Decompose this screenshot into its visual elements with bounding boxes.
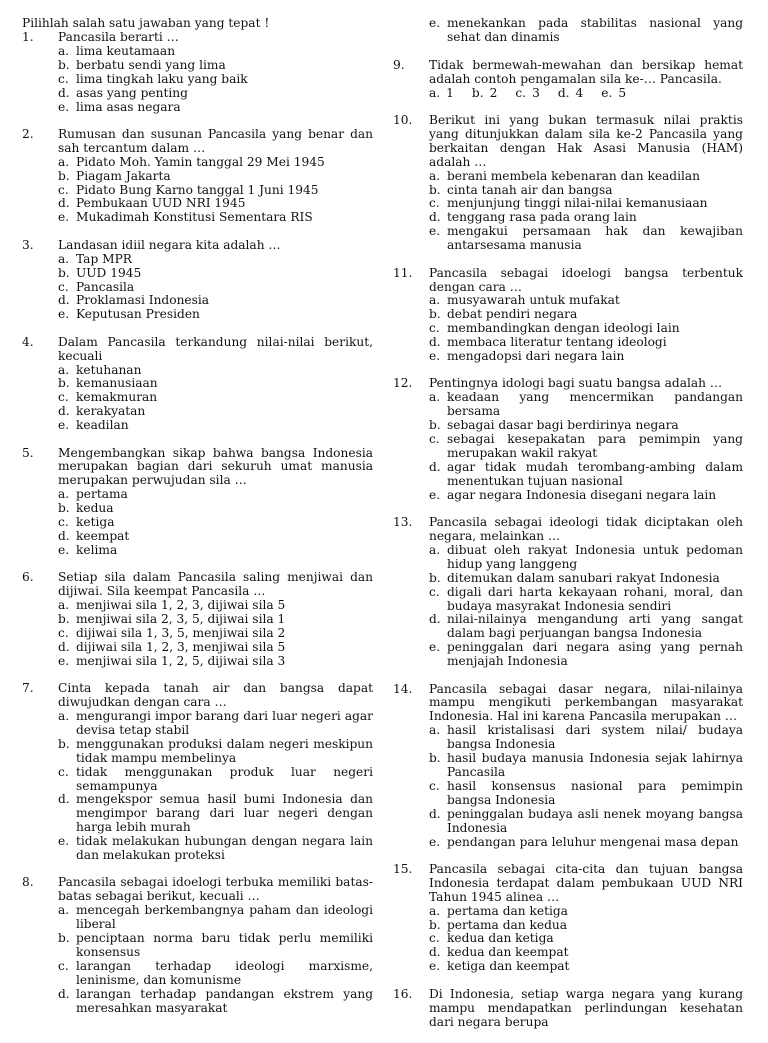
option-letter: e.: [429, 487, 441, 502]
option: [429, 211, 743, 225]
option-letter: b.: [429, 307, 441, 322]
option-text: lima keutamaan: [76, 43, 176, 58]
option: [429, 905, 743, 919]
option: [429, 836, 743, 850]
option: [58, 710, 373, 738]
question-text: Dalam Pancasila terkandung nilai-nilai berikut, kecuali: [58, 334, 373, 363]
option-letter: a.: [58, 154, 70, 169]
option-text: 2: [489, 85, 498, 100]
question-5: [22, 447, 373, 558]
option-letter: d.: [58, 293, 70, 308]
option-letter: d.: [429, 612, 441, 627]
option-letter: c.: [58, 625, 69, 640]
option-letter: c.: [515, 85, 527, 100]
option-text: pendangan para leluhur mengenai masa depan: [447, 834, 739, 849]
question-number: 9.: [393, 57, 405, 72]
option-text: menjunjung tinggi nilai-nilai kemanusiaan: [447, 196, 708, 211]
option: [58, 544, 373, 558]
question-number: 14.: [393, 681, 413, 696]
question-text: Cinta kepada tanah air dan bangsa dapat diwujudkan dengan cara …: [58, 681, 373, 710]
option: [58, 267, 373, 281]
option-letter: e.: [58, 210, 70, 225]
option: [58, 488, 373, 502]
option-text: ketiga dan keempat: [447, 959, 570, 974]
option-letter: a.: [429, 390, 441, 405]
option-text: kedua dan ketiga: [447, 931, 554, 946]
option-text: Mukadimah Konstitusi Sementara RIS: [76, 210, 313, 225]
option-text: dijiwai sila 1, 3, 5, menjiwai sila 2: [76, 625, 286, 640]
option-letter: b.: [429, 917, 441, 932]
option: [429, 294, 743, 308]
option-letter: c.: [429, 778, 440, 793]
question-number: 4.: [22, 334, 34, 349]
option-text: lima asas negara: [76, 99, 181, 114]
option: [429, 960, 743, 974]
option: [429, 752, 743, 780]
option: [58, 738, 373, 766]
option-text: ketiga: [76, 515, 115, 530]
option-letter: d.: [429, 335, 441, 350]
option-text: kelima: [76, 542, 118, 557]
continued-option: [429, 17, 743, 45]
option: [58, 988, 373, 1016]
option: [58, 87, 373, 101]
option: [58, 197, 373, 211]
option-text: berani membela kebenaran dan keadilan: [447, 168, 701, 183]
question-number: 12.: [393, 376, 413, 391]
option-letter: a.: [58, 903, 70, 918]
option-letter: d.: [58, 85, 70, 100]
option-text: larangan terhadap ideologi marxisme, leninisme, dan komunisme: [76, 958, 373, 987]
option: [429, 170, 743, 184]
option-text: sebagai dasar bagi berdirinya negara: [447, 418, 679, 433]
option-text: 3: [532, 85, 540, 100]
option-letter: d.: [58, 196, 70, 211]
option-text: cinta tanah air dan bangsa: [447, 182, 613, 197]
option-text: hasil konsensus nasional para pemimpin bangsa Indonesia: [447, 778, 743, 807]
option-text: tenggang rasa pada orang lain: [447, 210, 637, 225]
option-text: kerakyatan: [76, 404, 146, 419]
question-6: [22, 571, 373, 668]
question-text: Landasan idiil negara kita adalah …: [58, 237, 281, 252]
option-text: dibuat oleh rakyat Indonesia untuk pedoman hidup yang langgeng: [447, 542, 743, 571]
option: [58, 170, 373, 184]
option: [429, 197, 743, 211]
option-text: UUD 1945: [76, 265, 142, 280]
option-letter: a.: [58, 251, 70, 266]
left-column: [22, 17, 373, 1029]
option-text: peninggalan dari negara asing yang pernah menjajah Indonesia: [447, 640, 743, 669]
option-letter: d.: [557, 85, 570, 100]
option-letter: b.: [58, 612, 70, 627]
option-text: Pidato Bung Karno tanggal 1 Juni 1945: [76, 182, 319, 197]
option-text: keadilan: [76, 418, 129, 433]
option-letter: e.: [58, 307, 70, 322]
option-letter: e.: [601, 85, 613, 100]
option: [58, 391, 373, 405]
option-letter: c.: [429, 196, 440, 211]
question-number: 7.: [22, 681, 34, 696]
option-text: hasil budaya manusia Indonesia sejak lahirnya Pancasila: [447, 751, 743, 779]
option-letter: c.: [429, 321, 440, 336]
option-text: kemanusiaan: [76, 376, 158, 391]
option: [58, 516, 373, 530]
option: [429, 184, 743, 198]
option: [58, 766, 373, 794]
option-letter: c.: [58, 764, 69, 779]
option-letter: b.: [58, 265, 70, 280]
option: [58, 101, 373, 115]
option-text: tidak melakukan hubungan dengan negara lain dan melakukan proteksi: [76, 834, 373, 863]
option-letter: d.: [58, 639, 70, 654]
option: [429, 461, 743, 489]
option-letter: c.: [58, 71, 69, 86]
option: [58, 793, 373, 835]
option-letter: b.: [429, 418, 441, 433]
question-number: 6.: [22, 570, 34, 585]
option: [429, 641, 743, 669]
option-letter: c.: [58, 182, 69, 197]
option-letter: e.: [58, 653, 70, 668]
question-number: 2.: [22, 126, 34, 141]
option-text: pertama: [76, 487, 128, 502]
option: [58, 530, 373, 544]
option: [58, 932, 373, 960]
option: [429, 572, 743, 586]
option-text: nilai-nilainya mengandung arti yang sangat dalam bagi perjuangan bangsa Indonesia: [447, 612, 743, 641]
question-text: Pancasila sebagai idoelogi bangsa terbentuk dengan cara …: [429, 265, 743, 294]
option: [429, 724, 743, 752]
option-letter: d.: [429, 210, 441, 225]
option: [58, 502, 373, 516]
option: [429, 613, 743, 641]
option-text: mengadopsi dari negara lain: [447, 349, 625, 364]
option-text: tidak menggunakan produk luar negeri semampunya: [76, 764, 373, 793]
option-letter: d.: [429, 806, 441, 821]
option-letter: b.: [471, 85, 484, 100]
question-text: Pancasila berarti …: [58, 30, 179, 44]
option: [58, 960, 373, 988]
option: [58, 641, 373, 655]
question-text: Pancasila sebagai idoelogi terbuka memiliki batas-batas sebagai berikut, kecuali …: [58, 875, 373, 904]
option-text: dijiwai sila 1, 2, 3, menjiwai sila 5: [76, 639, 286, 654]
option-letter: b.: [429, 751, 441, 766]
option: [429, 808, 743, 836]
question-number: 3.: [22, 237, 34, 252]
question-16: [393, 988, 743, 1030]
question-13: [393, 516, 743, 669]
option-letter: b.: [58, 168, 70, 183]
question-text: Setiap sila dalam Pancasila saling menjiwai dan dijiwai. Sila keempat Pancasila …: [58, 570, 373, 599]
option-letter: b.: [58, 501, 70, 516]
option-letter: a.: [429, 168, 441, 183]
option-letter: e.: [58, 418, 70, 433]
option: [58, 419, 373, 433]
option: [429, 391, 743, 419]
option: [58, 59, 373, 73]
option-letter: d.: [58, 792, 70, 807]
option-letter: a.: [58, 362, 70, 377]
option: [58, 211, 373, 225]
option: [58, 613, 373, 627]
option: [429, 544, 743, 572]
option: [58, 73, 373, 87]
option-text: pertama dan ketiga: [447, 903, 568, 918]
option-text: kedua: [76, 501, 114, 516]
question-number: 13.: [393, 515, 413, 530]
option: [58, 45, 373, 59]
option-letter: d.: [429, 945, 441, 960]
option: [429, 225, 743, 253]
option-letter: b.: [429, 182, 441, 197]
option-letter: e.: [58, 542, 70, 557]
question-number: 11.: [393, 265, 413, 280]
option-text: Proklamasi Indonesia: [76, 293, 210, 308]
question-4: [22, 336, 373, 433]
question-9: [393, 59, 743, 101]
option-text: hasil kristalisasi dari system nilai/ budaya bangsa Indonesia: [447, 723, 743, 752]
option-text: mengakui persamaan hak dan kewajiban antarsesama manusia: [447, 224, 743, 253]
question-2: [22, 128, 373, 225]
option: [58, 253, 373, 267]
option-text: kedua dan keempat: [447, 945, 569, 960]
option-text: menekankan pada stabilitas nasional yang sehat dan dinamis: [447, 16, 743, 44]
option-letter: a.: [58, 487, 70, 502]
question-15: [393, 863, 743, 974]
question-text: Tidak bermewah-mewahan dan bersikap hemat adalah contoh pengamalan sila ke-… Pancasila.: [429, 57, 743, 86]
question-3: [22, 239, 373, 322]
option: [58, 294, 373, 308]
option-text: Pidato Moh. Yamin tanggal 29 Mei 1945: [76, 154, 325, 169]
option-letter: c.: [58, 515, 69, 530]
option: [58, 655, 373, 669]
option-letter: e.: [58, 834, 70, 849]
option-text: keempat: [76, 529, 130, 543]
option: [429, 308, 743, 322]
option: [429, 932, 743, 946]
option-text: menjiwai sila 1, 2, 3, dijiwai sila 5: [76, 598, 286, 613]
option-text: 1: [446, 85, 454, 100]
option-text: larangan terhadap pandangan ekstrem yang meresahkan masyarakat: [76, 986, 373, 1015]
option-text: Pancasila: [76, 279, 135, 294]
option-letter: a.: [429, 542, 441, 557]
option-text: Tap MPR: [76, 251, 132, 266]
option-text: asas yang penting: [76, 85, 188, 100]
option: [58, 308, 373, 322]
option: [58, 405, 373, 419]
option: [58, 156, 373, 170]
option-text: membaca literatur tentang ideologi: [447, 335, 667, 350]
question-7: [22, 682, 373, 863]
option-letter: c.: [58, 279, 69, 294]
option-text: 5: [618, 85, 627, 100]
option: [429, 780, 743, 808]
option-letter: a.: [58, 598, 70, 613]
option-text: kemakmuran: [76, 390, 158, 405]
option-letter: c.: [429, 432, 440, 447]
question-text: Pancasila sebagai dasar negara, nilai-nilainya mampu mengikuti perkembangan masyarakat Indonesia. Hal ini karena Pancasila merupakan …: [429, 681, 743, 724]
question-14: [393, 683, 743, 850]
question-11: [393, 267, 743, 364]
option: [429, 919, 743, 933]
option-text: menggunakan produksi dalam negeri meskipun tidak mampu membelinya: [76, 736, 373, 765]
option-text: menjiwai sila 2, 3, 5, dijiwai sila 1: [76, 612, 286, 627]
option-letter: b.: [429, 570, 441, 585]
inline-options: [429, 87, 743, 101]
question-number: 5.: [22, 445, 34, 460]
option: [429, 419, 743, 433]
option-text: ketuhanan: [76, 362, 142, 377]
option: [58, 377, 373, 391]
option-text: ditemukan dalam sanubari rakyat Indonesia: [447, 570, 720, 585]
question-12: [393, 377, 743, 502]
option-text: Piagam Jakarta: [76, 168, 171, 183]
option-text: keadaan yang mencermikan pandangan bersama: [447, 390, 743, 419]
option-text: sebagai kesepakatan para pemimpin yang merupakan wakil rakyat: [447, 432, 743, 460]
question-text: Mengembangkan sikap bahwa bangsa Indonesia merupakan bagian dari sekuruh umat manusia merupakan perwujudan sila …: [58, 445, 373, 488]
option-text: Pembukaan UUD NRI 1945: [76, 196, 246, 211]
option-letter: b.: [58, 376, 70, 391]
option: [58, 364, 373, 378]
question-number: 1.: [22, 30, 34, 44]
option-letter: c.: [58, 958, 69, 973]
option-letter: d.: [58, 986, 70, 1001]
option-letter: e.: [429, 959, 441, 974]
instruction-text: Pilihlah salah satu jawaban yang tepat !: [22, 16, 270, 30]
option-letter: b.: [58, 736, 70, 751]
option-text: mengekspor semua hasil bumi Indonesia dan mengimpor barang dari luar negeri dengan harga lebih murah: [76, 792, 373, 835]
option-letter: d.: [58, 404, 70, 419]
question-number: 16.: [393, 986, 413, 1001]
option-letter: c.: [429, 584, 440, 599]
right-column: [393, 17, 743, 1043]
option-letter: a.: [429, 293, 441, 308]
question-8: [22, 876, 373, 1015]
option-text: digali dari harta kekayaan rohani, moral, dan budaya masyrakat Indonesia sendiri: [447, 584, 743, 613]
option-letter: c.: [58, 390, 69, 405]
question-text: Pancasila sebagai ideologi tidak diciptakan oleh negara, melainkan …: [429, 515, 743, 543]
option-letter: d.: [58, 529, 70, 543]
option-text: Keputusan Presiden: [76, 307, 200, 322]
question-text: Pancasila sebagai cita-cita dan tujuan bangsa Indonesia terdapat dalam pembukaan UUD NRI Tahun 1945 alinea …: [429, 861, 743, 904]
option-letter: a.: [429, 903, 441, 918]
question-number: 15.: [393, 861, 413, 876]
option: [58, 184, 373, 198]
option-letter: a.: [58, 708, 70, 723]
question-number: 10.: [393, 113, 413, 128]
question-number: 8.: [22, 875, 34, 890]
option-letter: e.: [429, 834, 441, 849]
option-text: membandingkan dengan ideologi lain: [447, 321, 680, 336]
option: [429, 946, 743, 960]
question-text: Pentingnya idologi bagi suatu bangsa adalah …: [429, 376, 723, 391]
option-text: musyawarah untuk mufakat: [447, 293, 620, 308]
option-letter: e.: [429, 640, 441, 655]
option-letter: e.: [429, 224, 441, 239]
option-letter: b.: [58, 931, 70, 946]
option-letter: a.: [58, 43, 70, 58]
option: [58, 281, 373, 295]
option-text: mengurangi impor barang dari luar negeri agar devisa tetap stabil: [76, 708, 373, 737]
option-text: pertama dan kedua: [447, 917, 568, 932]
option: [429, 489, 743, 503]
option-text: debat pendiri negara: [447, 307, 578, 322]
option-text: berbatu sendi yang lima: [76, 57, 226, 72]
option-text: agar tidak mudah terombang-ambing dalam menentukan tujuan nasional: [447, 459, 743, 488]
option-letter: b.: [58, 57, 70, 72]
question-text: Di Indonesia, setiap warga negara yang kurang mampu mendapatkan perlindungan kesehatan dari negara berupa: [429, 986, 743, 1029]
option: [58, 835, 373, 863]
question-text: Rumusan dan susunan Pancasila yang benar dan sah tercantum dalam …: [58, 126, 373, 155]
option-letter: a.: [429, 723, 441, 738]
option-letter: a.: [429, 85, 441, 100]
question-text: Berikut ini yang bukan termasuk nilai praktis yang ditunjukkan dalam sila ke-2 Pancasila yang berkaitan dengan Hak Asasi Manusia (HAM) adalah …: [429, 113, 743, 169]
option: [429, 322, 743, 336]
option-letter: e.: [58, 99, 70, 114]
question-1: [22, 31, 373, 114]
option-text: penciptaan norma baru tidak perlu memiliki konsensus: [76, 931, 373, 959]
option-letter: e.: [429, 349, 441, 364]
option: [429, 350, 743, 364]
option: [58, 599, 373, 613]
option-letter: d.: [429, 459, 441, 474]
option-text: mencegah berkembangnya paham dan ideologi liberal: [76, 903, 373, 932]
option-text: lima tingkah laku yang baik: [76, 71, 248, 86]
option: [429, 586, 743, 614]
option: [429, 336, 743, 350]
option-text: menjiwai sila 1, 2, 5, dijiwai sila 3: [76, 653, 286, 668]
option: [429, 433, 743, 461]
option-text: peninggalan budaya asli nenek moyang bangsa Indonesia: [447, 806, 743, 835]
option: [58, 904, 373, 932]
option-letter: c.: [429, 931, 440, 946]
option-text: agar negara Indonesia disegani negara lain: [447, 487, 717, 502]
option-letter: e.: [429, 16, 441, 30]
question-10: [393, 114, 743, 253]
option-text: 4: [575, 85, 584, 100]
option: [58, 627, 373, 641]
